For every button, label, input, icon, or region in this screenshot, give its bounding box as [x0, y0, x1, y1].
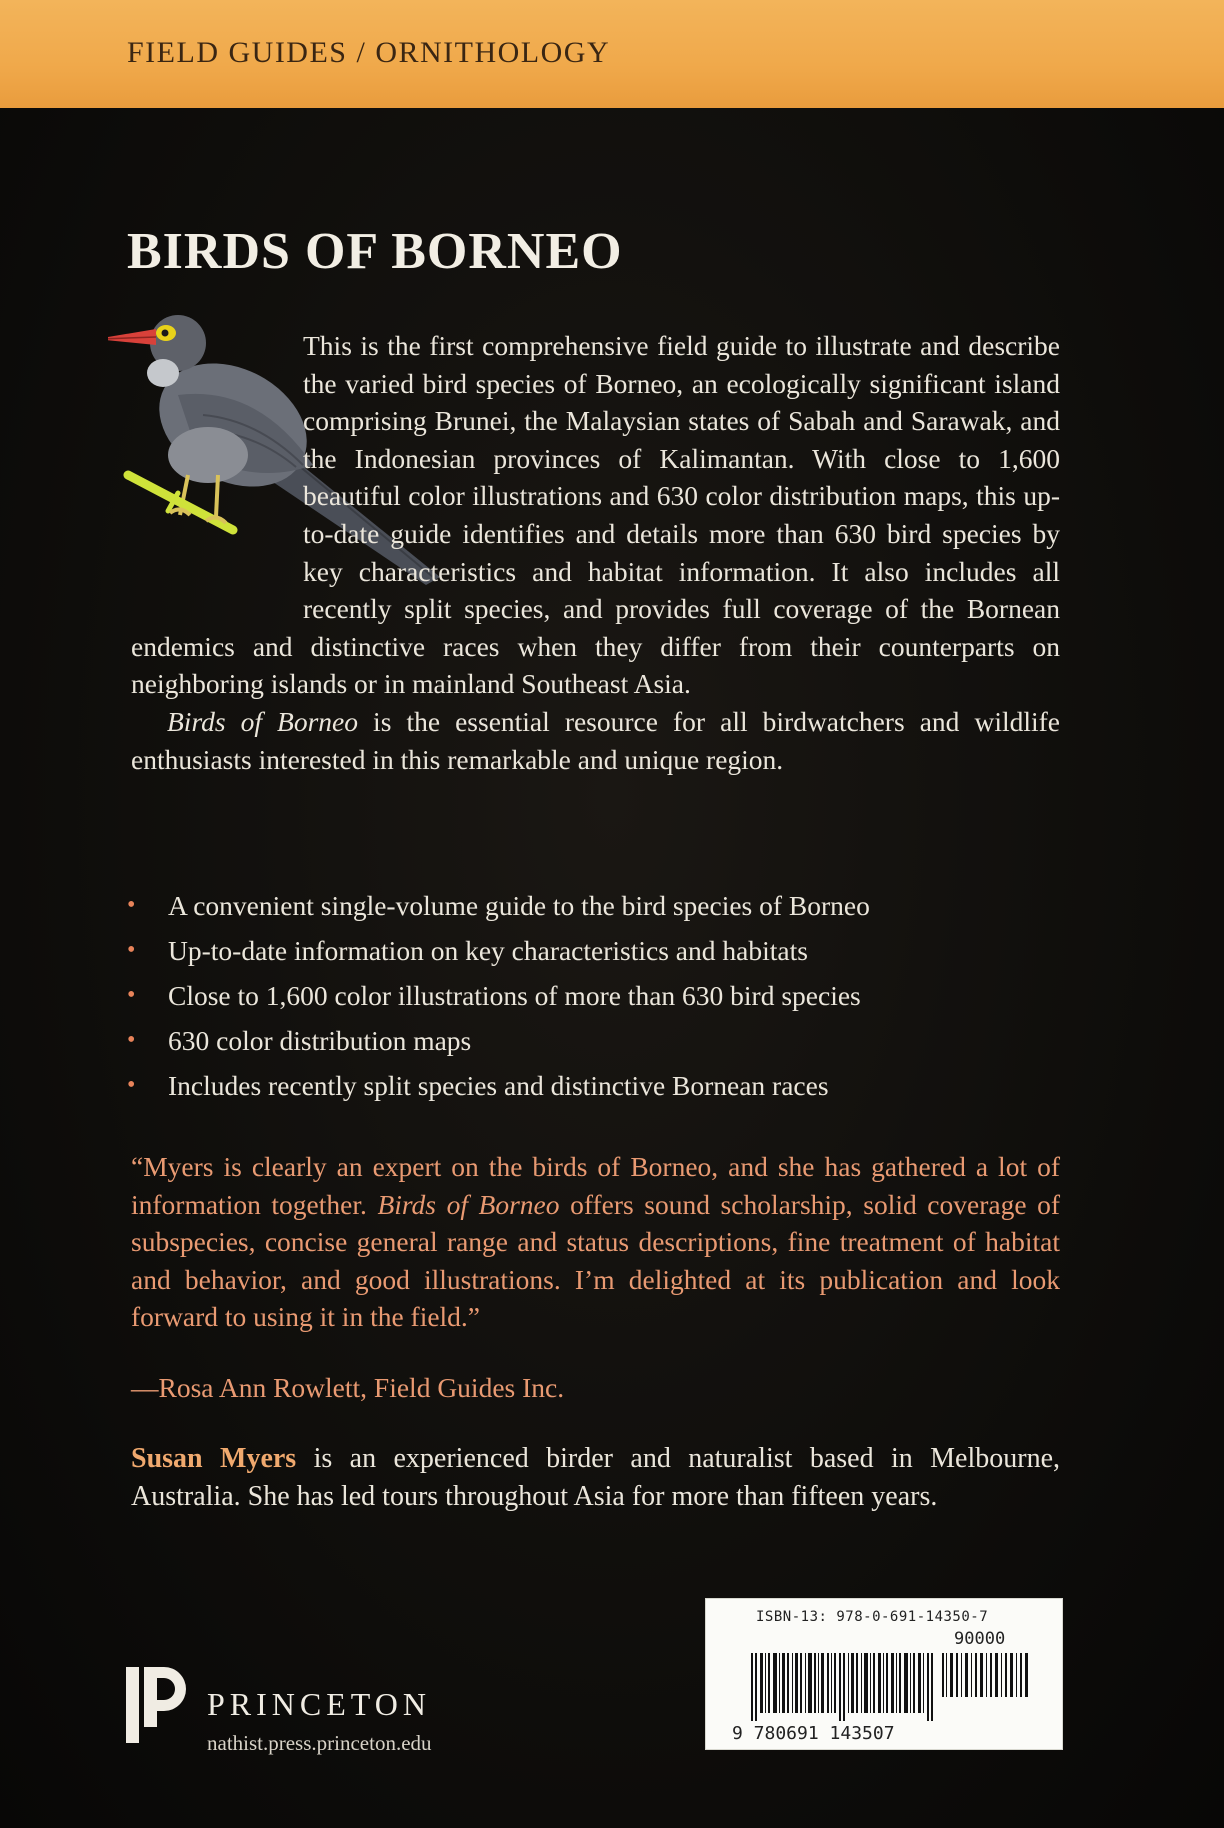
- price-code: 90000: [954, 1629, 1006, 1649]
- feature-text: Up-to-date information on key characteristics and habitats: [168, 935, 808, 966]
- category-label: FIELD GUIDES / ORNITHOLOGY: [127, 36, 611, 69]
- description-paragraph-2-text: is the essential resource for all birdwatchers and wildlife enthusiasts interested in this remarkable and unique region.: [131, 705, 1060, 775]
- quote-attribution: —Rosa Ann Rowlett, Field Guides Inc.: [131, 1372, 565, 1403]
- isbn-label: ISBN-13: 978-0-691-14350-7: [756, 1609, 989, 1625]
- quote-book-title: Birds of Borneo: [377, 1188, 560, 1220]
- publisher-url: nathist.press.princeton.edu: [207, 1731, 432, 1755]
- book-title-italic: Birds of Borneo: [167, 705, 359, 737]
- feature-item: [127, 928, 1077, 973]
- feature-item: [127, 883, 1077, 928]
- author-bio: [131, 1440, 1060, 1516]
- bullet-icon: •: [127, 1072, 136, 1098]
- feature-list: [127, 883, 1077, 1108]
- book-title: BIRDS OF BORNEO: [127, 223, 623, 280]
- author-name: Susan Myers: [131, 1443, 297, 1474]
- feature-text: A convenient single-volume guide to the bird species of Borneo: [168, 890, 870, 921]
- feature-item: [127, 973, 1077, 1018]
- feature-text: Includes recently split species and distinctive Bornean races: [168, 1070, 829, 1101]
- feature-item: [127, 1063, 1077, 1108]
- bullet-icon: •: [127, 982, 136, 1008]
- author-bio-text: is an experienced birder and naturalist based in Melbourne, Australia. She has led tours throughout Asia for more than fifteen years.: [131, 1443, 1060, 1512]
- feature-text: Close to 1,600 color illustrations of more than 630 bird species: [168, 980, 861, 1011]
- feature-text: 630 color distribution maps: [168, 1025, 472, 1056]
- quote-part-1: “Myers is clearly an expert on the birds of Borneo, and she has gathered a lot of information together.: [131, 1151, 1060, 1220]
- feature-item: [127, 1018, 1077, 1063]
- barcode: [705, 1598, 1063, 1750]
- book-description: [131, 327, 1060, 778]
- review-quote: [131, 1148, 1060, 1336]
- description-paragraph-1: This is the first comprehensive field guide to illustrate and describe the varied bird species of Borneo, an ecologically significant island comprising Brunei, the Malaysian states of Sabah and Sarawak, and the Indonesian provinces of Kalimantan. With close to 1,600 beautiful color illustrations and 630 color distribution maps, this up-to-date guide identifies and details more than 630 bird species by key characteristics and habitat information. It also includes all recently split species, and provides full coverage of the Bornean endemics and distinctive races when they differ from their counterparts on neighboring islands or in mainland Southeast Asia.: [131, 330, 1060, 700]
- quote-part-2: offers sound scholarship, solid coverage of subspecies, concise general range and status descriptions, fine treatment of habitat and behavior, and good illustrations. I’m delighted at its publication and look forward to using it in the field.”: [131, 1188, 1060, 1332]
- publisher-name: PRINCETON: [207, 1686, 431, 1722]
- princeton-p-logo: [126, 1667, 188, 1743]
- bullet-icon: •: [127, 892, 136, 918]
- bullet-icon: •: [127, 937, 136, 963]
- barcode-bars-main: [751, 1653, 936, 1721]
- bullet-icon: •: [127, 1027, 136, 1053]
- image-wrap-spacer: [131, 327, 303, 617]
- category-band: [0, 0, 1224, 108]
- description-paragraph-2: [131, 703, 1060, 778]
- barcode-digits: 9 780691 143507: [732, 1723, 895, 1744]
- barcode-bars-addon: [942, 1653, 1032, 1697]
